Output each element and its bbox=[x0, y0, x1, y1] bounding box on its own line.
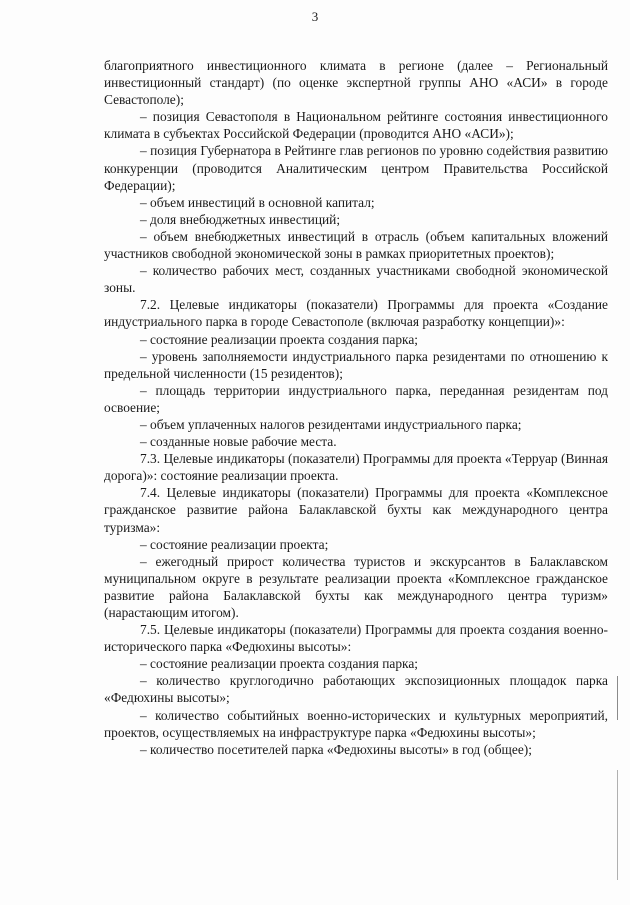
scan-edge-mark bbox=[617, 770, 618, 880]
paragraph-continuation: благоприятного инвестиционного климата в регионе (далее – Региональный инвестиционный стандарт) (по оценке экспертной группы АНО «АСИ» в городе Севастополе); bbox=[104, 58, 608, 108]
list-item: – количество событийных военно-исторических и культурных мероприятий, проектов, осуществляемых на инфраструктуре парка «Федюхины высоты»; bbox=[104, 707, 608, 740]
section-7-4-heading: 7.4. Целевые индикаторы (показатели) Программы для проекта «Комплексное гражданское развитие района Балаклавской бухты как международного центра туризма»: bbox=[104, 485, 608, 535]
list-item: – созданные новые рабочие места. bbox=[140, 434, 337, 450]
list-item: – количество круглогодично работающих экспозиционных площадок парка «Федюхины высоты»; bbox=[104, 673, 608, 706]
list-item: – количество посетителей парка «Федюхины высоты» в год (общее); bbox=[140, 741, 532, 757]
list-item: – ежегодный прирост количества туристов и экскурсантов в Балаклавском муниципальном округе в результате реализации проекта «Комплексное гражданское развитие района Балаклавской бухты как международного центра туризм» (нарастающим итогом). bbox=[104, 553, 608, 620]
list-item: – состояние реализации проекта создания парка; bbox=[140, 331, 418, 347]
list-item: – состояние реализации проекта создания парка; bbox=[140, 656, 418, 672]
section-7-5-heading: 7.5. Целевые индикаторы (показатели) Программы для проекта создания военно-исторического парка «Федюхины высоты»: bbox=[104, 622, 608, 655]
list-item: – позиция Губернатора в Рейтинге глав регионов по уровню содействия развитию конкуренции (проводится Аналитическим центром Правительства Российской Федерации); bbox=[104, 143, 608, 193]
document-body bbox=[104, 57, 608, 758]
list-item: – доля внебюджетных инвестиций; bbox=[140, 211, 341, 227]
list-item: – объем внебюджетных инвестиций в отрасль (объем капитальных вложений участников свободной экономической зоны в рамках приоритетных проектов); bbox=[104, 228, 608, 262]
list-item: – площадь территории индустриального парка, переданная резидентам под освоение; bbox=[104, 382, 608, 415]
list-item: – позиция Севастополя в Национальном рейтинге состояния инвестиционного климата в субъектах Российской Федерации (проводится АНО «АСИ»); bbox=[104, 109, 608, 142]
list-item: – объем уплаченных налогов резидентами индустриального парка; bbox=[140, 416, 522, 432]
scan-edge-mark bbox=[617, 676, 618, 720]
list-item: – количество рабочих мест, созданных участниками свободной экономической зоны. bbox=[104, 263, 608, 296]
list-item: – уровень заполняемости индустриального парка резидентами по отношению к предельной численности (15 резидентов); bbox=[104, 348, 608, 381]
list-item: – состояние реализации проекта; bbox=[140, 536, 329, 552]
section-7-2-heading: 7.2. Целевые индикаторы (показатели) Программы для проекта «Создание индустриального парка в городе Севастополе (включая разработку концепции)»: bbox=[104, 297, 608, 330]
section-7-3-heading: 7.3. Целевые индикаторы (показатели) Программы для проекта «Терруар (Винная дорога)»: состояние реализации проекта. bbox=[104, 451, 608, 484]
list-item: – объем инвестиций в основной капитал; bbox=[140, 194, 375, 210]
page-number: 3 bbox=[311, 9, 319, 24]
